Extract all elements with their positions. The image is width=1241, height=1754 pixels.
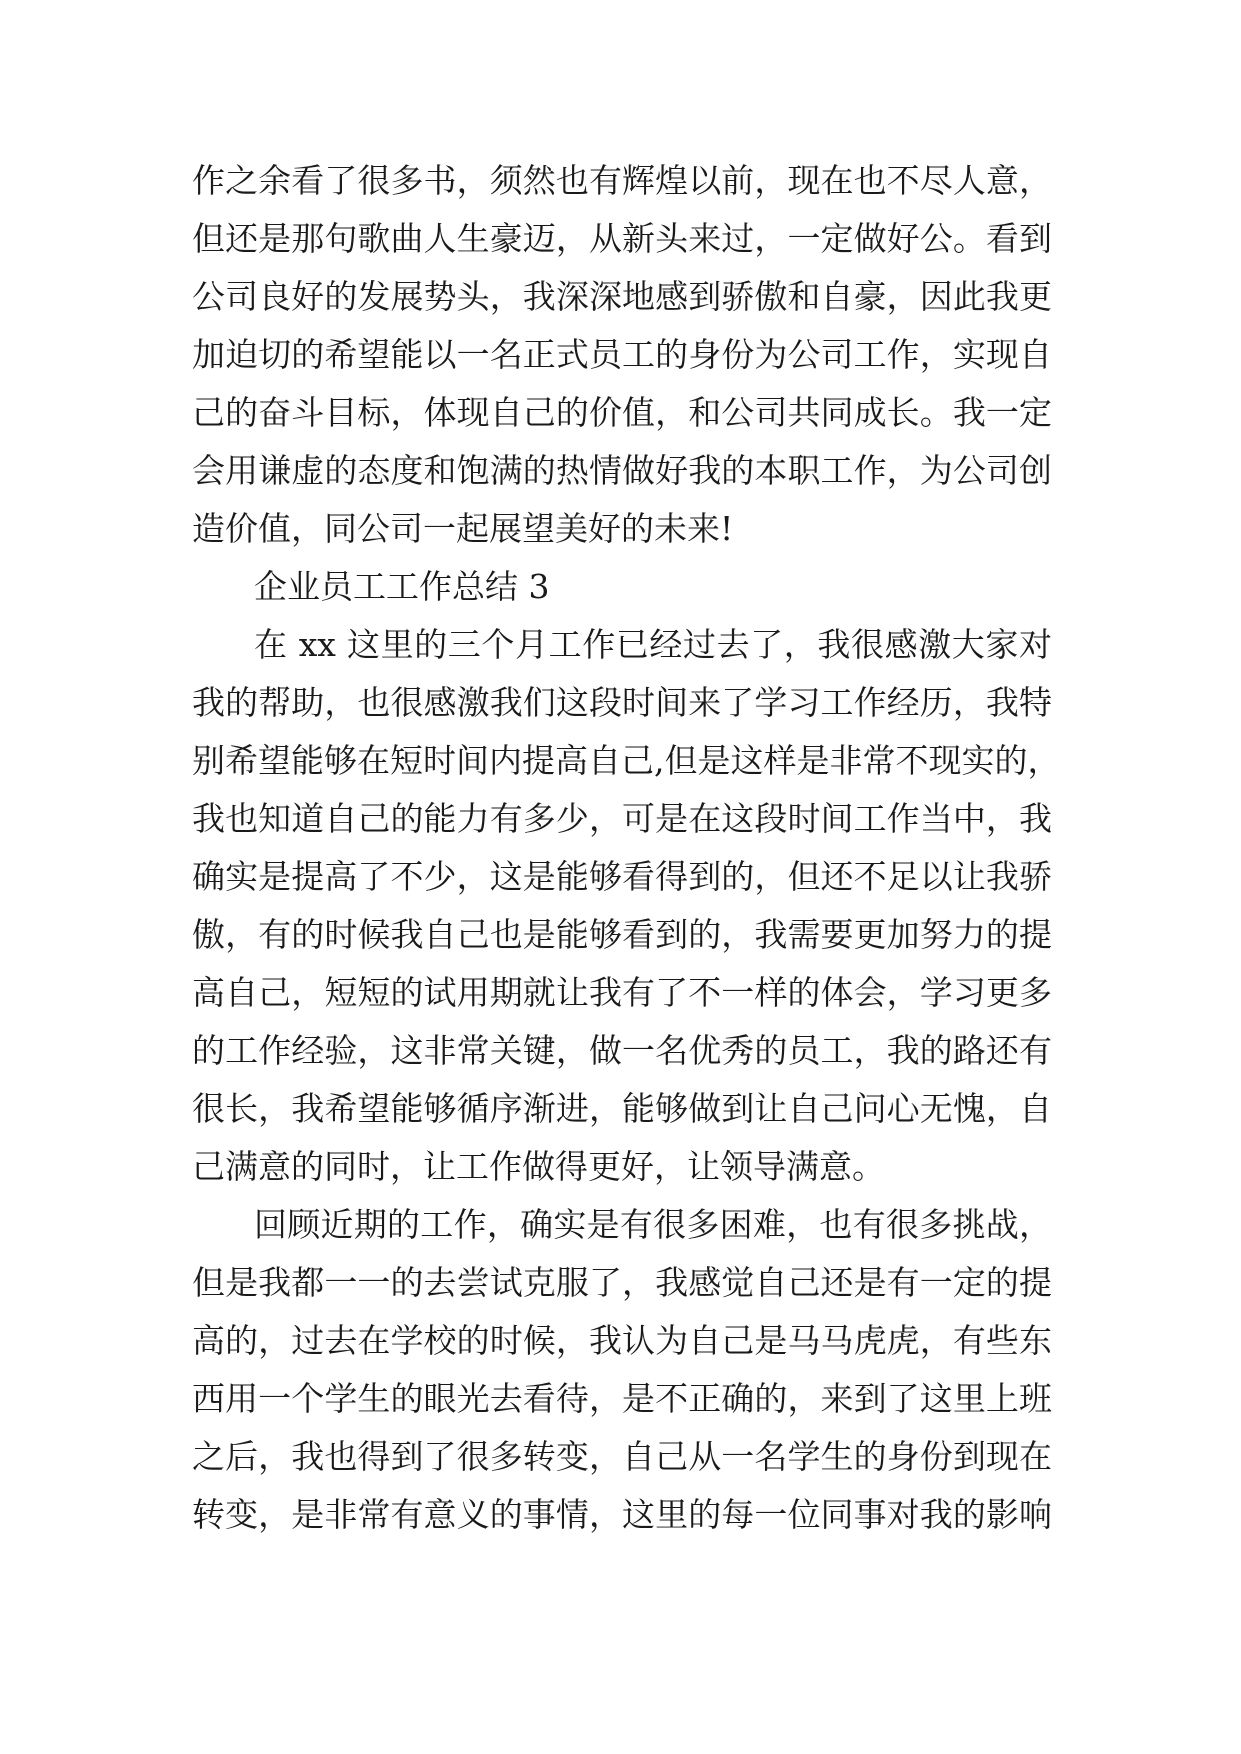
text-line: 会用谦虚的态度和饱满的热情做好我的本职工作，为公司创 (192, 451, 1052, 490)
text-line: 在 xx 这里的三个月工作已经过去了，我很感激大家对 (254, 625, 1052, 664)
text-line: 西用一个学生的眼光去看待，是不正确的，来到了这里上班 (192, 1379, 1052, 1418)
text-line: 转变，是非常有意义的事情，这里的每一位同事对我的影响 (192, 1495, 1052, 1534)
text-line: 但是我都一一的去尝试克服了，我感觉自己还是有一定的提 (192, 1263, 1052, 1302)
document-body (192, 152, 1061, 1544)
text-line: 加迫切的希望能以一名正式员工的身份为公司工作，实现自 (192, 335, 1052, 374)
text-line: 高的，过去在学校的时候，我认为自己是马马虎虎，有些东 (192, 1321, 1052, 1360)
text-line: 的工作经验，这非常关键，做一名优秀的员工，我的路还有 (192, 1031, 1052, 1070)
text-line: 别希望能够在短时间内提高自己,但是这样是非常不现实的， (192, 741, 1061, 780)
text-line: 己的奋斗目标，体现自己的价值，和公司共同成长。我一定 (192, 393, 1052, 432)
text-line: 但还是那句歌曲人生豪迈，从新头来过，一定做好公。看到 (192, 219, 1052, 258)
text-line: 己满意的同时，让工作做得更好，让领导满意。 (192, 1147, 885, 1186)
text-line: 我也知道自己的能力有多少，可是在这段时间工作当中，我 (192, 799, 1052, 838)
section-heading: 企业员工工作总结 3 (254, 567, 550, 606)
text-line: 回顾近期的工作，确实是有很多困难，也有很多挑战， (254, 1205, 1052, 1244)
text-line: 我的帮助，也很感激我们这段时间来了学习工作经历，我特 (192, 683, 1052, 722)
text-line: 公司良好的发展势头，我深深地感到骄傲和自豪，因此我更 (192, 277, 1052, 316)
text-line: 之后，我也得到了很多转变，自己从一名学生的身份到现在 (192, 1437, 1052, 1476)
text-line: 确实是提高了不少，这是能够看得到的，但还不足以让我骄 (192, 857, 1052, 896)
text-line: 造价值，同公司一起展望美好的未来! (192, 509, 734, 548)
text-line: 高自己，短短的试用期就让我有了不一样的体会，学习更多 (192, 973, 1052, 1012)
text-line: 作之余看了很多书，须然也有辉煌以前，现在也不尽人意， (192, 161, 1052, 200)
text-line: 很长，我希望能够循序渐进，能够做到让自己问心无愧，自 (192, 1089, 1052, 1128)
text-line: 傲，有的时候我自己也是能够看到的，我需要更加努力的提 (192, 915, 1052, 954)
